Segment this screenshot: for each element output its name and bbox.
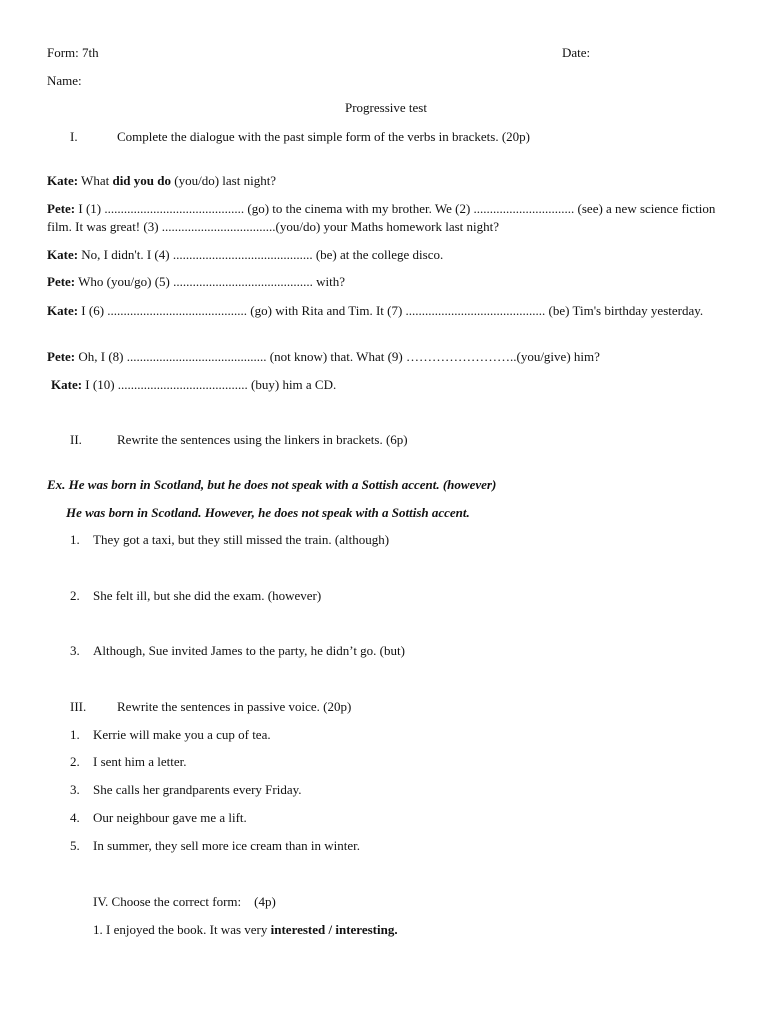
item-number: 1. bbox=[70, 727, 80, 742]
item-text: 1. I enjoyed the book. It was very bbox=[93, 922, 271, 937]
speaker: Pete: bbox=[47, 349, 76, 364]
section-3-number: III. bbox=[70, 699, 87, 714]
list-item bbox=[70, 588, 321, 604]
dialogue-line bbox=[51, 376, 726, 394]
item-number: 2. bbox=[70, 754, 80, 769]
list-item bbox=[70, 727, 271, 743]
example-answer: He was born in Scotland. However, he does not speak with a Sottish accent. bbox=[66, 505, 470, 520]
dialogue-text: What bbox=[78, 173, 113, 188]
name-label: Name: bbox=[47, 73, 82, 88]
list-item bbox=[70, 810, 247, 826]
form-label: Form: 7th bbox=[47, 45, 99, 60]
section-4-heading: IV. Choose the correct form: (4p) bbox=[93, 894, 276, 909]
dialogue-text: I (1) ........................................... (go) to the cinema with my brother. We (2) ............................... (see) a new science fiction film. It was great! (3) ...................................(you/do) your Maths homework last night? bbox=[47, 201, 716, 234]
speaker: Kate: bbox=[51, 377, 83, 392]
item-text: Although, Sue invited James to the party, he didn’t go. (but) bbox=[93, 643, 405, 658]
section-1-instruction: Complete the dialogue with the past simple form of the verbs in brackets. (20p) bbox=[117, 129, 531, 144]
item-text: In summer, they sell more ice cream than in winter. bbox=[93, 838, 360, 853]
dialogue-example-answer: did you do bbox=[112, 173, 172, 188]
item-text: I sent him a letter. bbox=[93, 754, 187, 769]
date-label: Date: bbox=[562, 45, 591, 60]
list-item bbox=[70, 754, 187, 770]
speaker: Pete: bbox=[47, 274, 76, 289]
dialogue-text: I (6) ........................................... (go) with Rita and Tim. It (7) ........................................... (be) Tim's birthday yesterday. bbox=[78, 303, 704, 318]
dialogue-line bbox=[47, 302, 722, 320]
page-title: Progressive test bbox=[345, 100, 427, 115]
item-number: 4. bbox=[70, 810, 80, 825]
section-2-number: II. bbox=[70, 432, 82, 447]
section-4-item bbox=[93, 922, 398, 938]
dialogue-text: Who (you/go) (5) ........................................... with? bbox=[75, 274, 345, 289]
choice-options: interested / interesting. bbox=[270, 922, 398, 937]
item-text: Kerrie will make you a cup of tea. bbox=[93, 727, 271, 742]
dialogue-line bbox=[47, 172, 722, 190]
dialogue-text: I (10) ........................................ (buy) him a CD. bbox=[82, 377, 337, 392]
dialogue-text: Oh, I (8) ........................................... (not know) that. What (9) ……………………..(you/give) him? bbox=[75, 349, 600, 364]
item-text: They got a taxi, but they still missed the train. (although) bbox=[93, 532, 390, 547]
item-number: 1. bbox=[70, 532, 80, 547]
section-3-instruction: Rewrite the sentences in passive voice. (20p) bbox=[117, 699, 352, 714]
example-sentence: Ex. He was born in Scotland, but he does not speak with a Sottish accent. (however) bbox=[47, 477, 497, 492]
dialogue-line bbox=[47, 348, 722, 366]
item-number: 3. bbox=[70, 643, 80, 658]
item-number: 2. bbox=[70, 588, 80, 603]
dialogue-line bbox=[47, 200, 722, 236]
item-text: She calls her grandparents every Friday. bbox=[93, 782, 302, 797]
list-item bbox=[70, 532, 389, 548]
item-text: She felt ill, but she did the exam. (however) bbox=[93, 588, 322, 603]
speaker: Kate: bbox=[47, 247, 79, 262]
dialogue-line bbox=[47, 273, 722, 291]
dialogue-line bbox=[47, 246, 722, 264]
speaker: Pete: bbox=[47, 201, 76, 216]
item-text: Our neighbour gave me a lift. bbox=[93, 810, 247, 825]
item-number: 5. bbox=[70, 838, 80, 853]
item-number: 3. bbox=[70, 782, 80, 797]
section-2-instruction: Rewrite the sentences using the linkers in brackets. (6p) bbox=[117, 432, 408, 447]
speaker: Kate: bbox=[47, 303, 79, 318]
list-item bbox=[70, 838, 360, 854]
dialogue-text: No, I didn't. I (4) ........................................... (be) at the college disco. bbox=[78, 247, 444, 262]
list-item bbox=[70, 782, 302, 798]
list-item bbox=[70, 643, 405, 659]
speaker: Kate: bbox=[47, 173, 79, 188]
section-1-number: I. bbox=[70, 129, 78, 144]
dialogue-text: (you/do) last night? bbox=[171, 173, 277, 188]
